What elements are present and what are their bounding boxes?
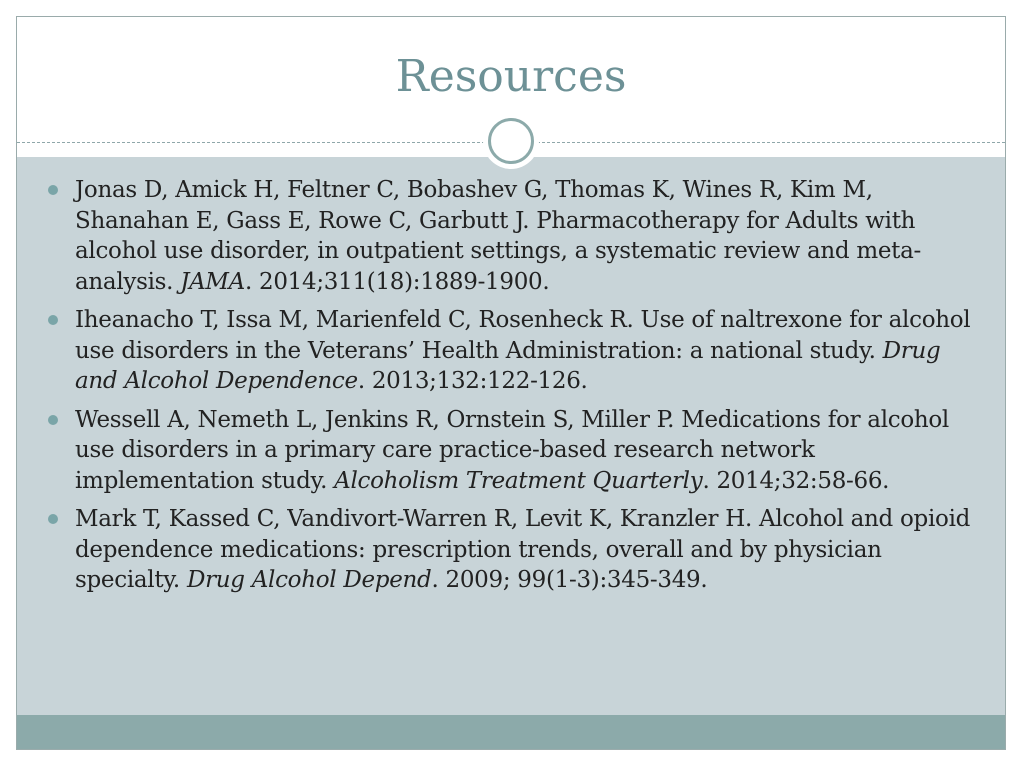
reference-journal: Drug and Alcohol Dependence [75, 337, 941, 394]
reference-journal: JAMA [180, 268, 245, 295]
reference-citation: . 2014;311(18):1889-1900. [244, 268, 550, 295]
bullet-icon [48, 415, 58, 425]
list-item [17, 405, 1005, 497]
circle-ornament-icon [483, 113, 539, 169]
circle-ornament-ring [488, 118, 534, 164]
reference-authors-title: Iheanacho T, Issa M, Marienfeld C, Rosenheck R. Use of naltrexone for alcohol use disorders in the Veterans’ Health Administration: a national study. [75, 307, 971, 364]
list-item [17, 305, 1005, 397]
slide [16, 16, 1006, 750]
reference-citation: . 2014;32:58-66. [702, 467, 890, 494]
list-item [17, 504, 1005, 596]
bullet-icon [48, 315, 58, 325]
reference-authors-title: Mark T, Kassed C, Vandivort-Warren R, Levit K, Kranzler H. Alcohol and opioid dependence medications: prescription trends, overall and by physician specialty. [75, 506, 971, 593]
footer-bar [17, 715, 1005, 749]
reference-citation: . 2009; 99(1-3):345-349. [431, 567, 708, 593]
list-item [17, 175, 1005, 297]
reference-authors-title: Jonas D, Amick H, Feltner C, Bobashev G, Thomas K, Wines R, Kim M, Shanahan E, Gass E, Rowe C, Garbutt J. Pharmacotherapy for Adults with alcohol use disorder, in outpatient settings, a systematic review and meta-analysis. [75, 177, 921, 295]
reference-citation: . 2013;132:122-126. [357, 368, 588, 394]
slide-title: Resources [395, 51, 627, 102]
bullet-icon [48, 185, 58, 195]
reference-journal: Alcoholism Treatment Quarterly [334, 467, 703, 494]
reference-journal: Drug Alcohol Depend [186, 567, 432, 593]
bullet-icon [48, 514, 58, 524]
reference-authors-title: Wessell A, Nemeth L, Jenkins R, Ornstein S, Miller P. Medications for alcohol use disorders in a primary care practice-based research network implementation study. [75, 406, 949, 494]
reference-list [17, 175, 1005, 604]
